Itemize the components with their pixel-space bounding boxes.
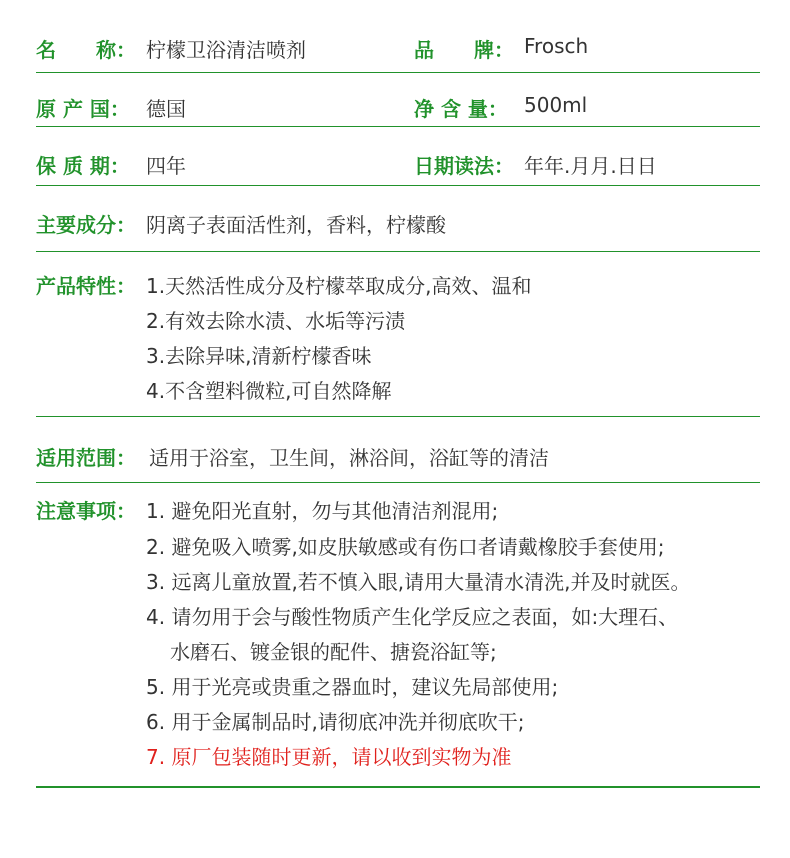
note-item: 4. 请勿用于会与酸性物质产生化学反应之表面，如:大理石、 [146,605,679,629]
divider [36,72,760,73]
bottom-divider [36,786,760,788]
brand-value: Frosch [524,34,589,58]
brand-label: 品 牌： [414,38,514,62]
divider [36,251,760,252]
note-item: 3. 远离儿童放置,若不慎入眼,请用大量清水清洗,并及时就医。 [146,570,691,594]
date-format-value: 年年.月月.日日 [524,154,657,178]
feature-item: 2.有效去除水渍、水垢等污渍 [146,309,406,333]
note-item: 水磨石、镀金银的配件、搪瓷浴缸等; [170,640,497,664]
feature-item: 3.去除异味,清新柠檬香味 [146,344,372,368]
feature-item: 1.天然活性成分及柠檬萃取成分,高效、温和 [146,274,532,298]
feature-item: 4.不含塑料微粒,可自然降解 [146,379,392,403]
shelf-life-value: 四年 [146,154,186,178]
note-item: 1. 避免阳光直射，勿与其他清洁剂混用; [146,499,499,523]
name-value: 柠檬卫浴清洁喷剂 [146,38,306,62]
volume-label: 净 含 量： [414,97,508,121]
date-format-label: 日期读法： [414,154,514,178]
origin-value: 德国 [146,97,186,121]
ingredients-label: 主要成分： [36,213,136,237]
divider [36,416,760,417]
features-label: 产品特性： [36,274,136,298]
volume-value: 500ml [524,93,588,117]
ingredients-value: 阴离子表面活性剂，香料，柠檬酸 [146,213,446,237]
note-item: 6. 用于金属制品时,请彻底冲洗并彻底吹干; [146,710,525,734]
notes-label: 注意事项： [36,499,136,523]
note-item-warning: 7. 原厂包装随时更新，请以收到实物为准 [146,745,512,769]
note-item: 5. 用于光亮或贵重之器血时，建议先局部使用; [146,675,559,699]
usage-value: 适用于浴室，卫生间，淋浴间，浴缸等的清洁 [149,446,549,470]
note-item: 2. 避免吸入喷雾,如皮肤敏感或有伤口者请戴橡胶手套使用; [146,535,665,559]
shelf-life-label: 保 质 期： [36,154,130,178]
divider [36,185,760,186]
usage-label: 适用范围： [36,446,136,470]
divider [36,482,760,483]
name-label: 名 称： [36,38,136,62]
origin-label: 原 产 国： [36,97,130,121]
divider [36,126,760,127]
